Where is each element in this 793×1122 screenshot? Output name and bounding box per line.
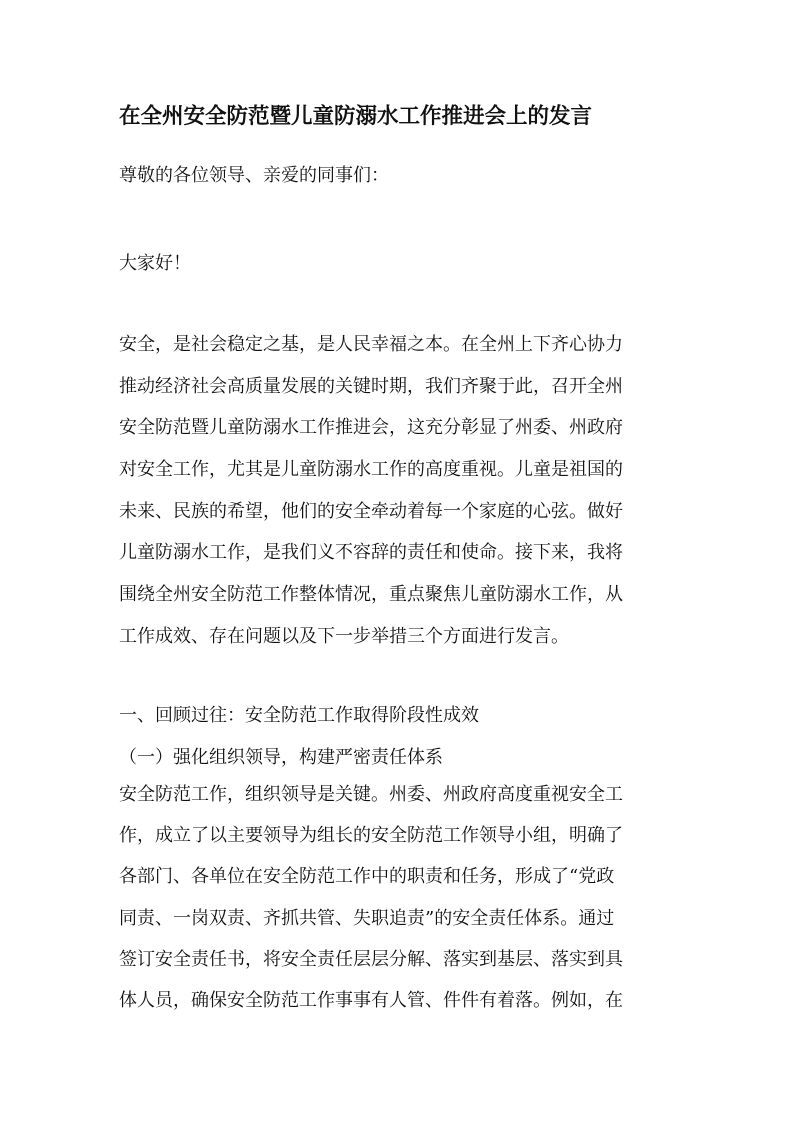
paragraph-line: 同责、一岗双责、齐抓共管、失职追责”的安全责任体系。通过 [119, 907, 615, 929]
paragraph-line: 未来、民族的希望，他们的安全牵动着每一个家庭的心弦。做好 [119, 500, 623, 522]
intro-paragraph [119, 324, 679, 658]
paragraph-line: 体人员，确保安全防范工作事事有人管、件件有着落。例如，在 [119, 989, 623, 1011]
salutation: 尊敬的各位领导、亲爱的同事们： [119, 165, 389, 186]
greeting: 大家好！ [119, 253, 191, 274]
paragraph-line: 对安全工作，尤其是儿童防溺水工作的高度重视。儿童是祖国的 [119, 459, 623, 481]
paragraph-line: 推动经济社会高质量发展的关键时期，我们齐聚于此，召开全州 [119, 375, 623, 397]
document-title: 在全州安全防范暨儿童防溺水工作推进会上的发言 [119, 104, 593, 129]
subsection-heading: （一）强化组织领导，构建严密责任体系 [119, 747, 443, 768]
paragraph-line: 儿童防溺水工作，是我们义不容辞的责任和使命。接下来，我将 [119, 542, 623, 564]
paragraph-line: 各部门、各单位在安全防范工作中的职责和任务，形成了“党政 [119, 866, 615, 888]
paragraph-line: 安全，是社会稳定之基，是人民幸福之本。在全州上下齐心协力 [119, 334, 623, 355]
section-heading: 一、回顾过往：安全防范工作取得阶段性成效 [119, 705, 479, 726]
section-paragraph [119, 774, 679, 1021]
paragraph-line: 签订安全责任书，将安全责任层层分解、落实到基层、落实到具 [119, 948, 623, 970]
paragraph-line: 围绕全州安全防范工作整体情况，重点聚焦儿童防溺水工作，从 [119, 584, 623, 606]
paragraph-line: 安全防范暨儿童防溺水工作推进会，这充分彰显了州委、州政府 [119, 417, 623, 439]
paragraph-line: 作，成立了以主要领导为组长的安全防范工作领导小组，明确了 [119, 825, 623, 847]
paragraph-line: 安全防范工作，组织领导是关键。州委、州政府高度重视安全工 [119, 784, 623, 805]
paragraph-line: 工作成效、存在问题以及下一步举措三个方面进行发言。 [119, 625, 569, 647]
